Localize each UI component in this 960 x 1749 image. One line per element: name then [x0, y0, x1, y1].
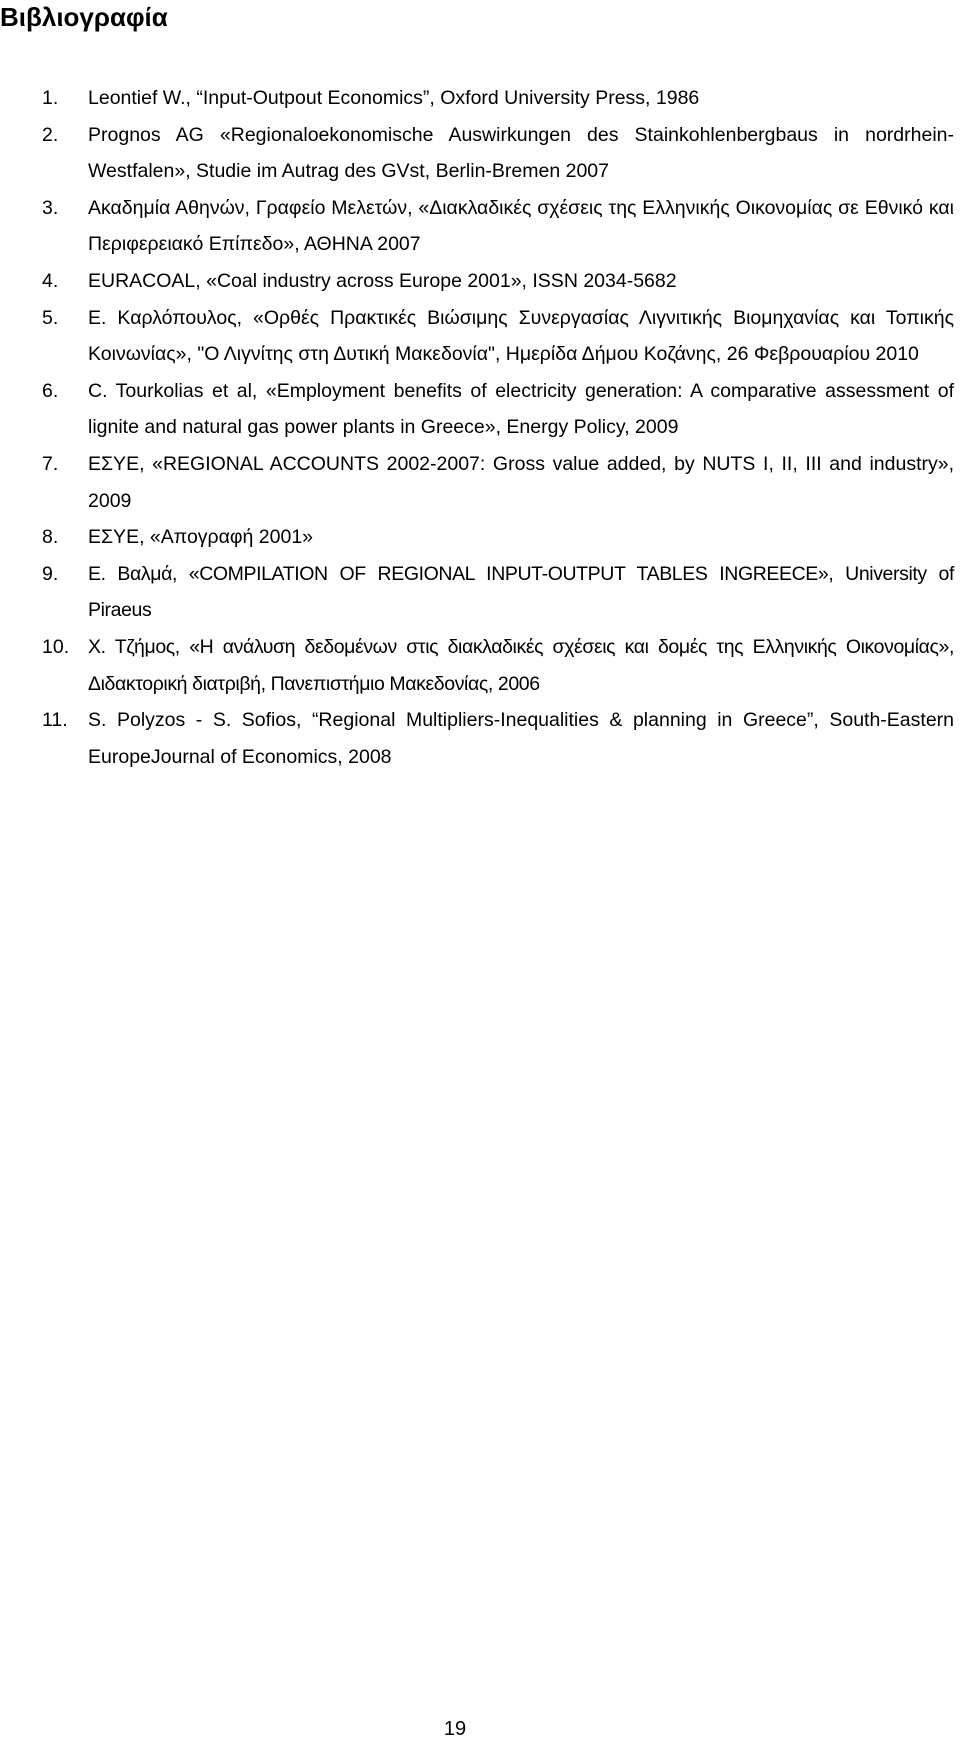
reference-item [0, 263, 954, 300]
reference-text: C. Tourkolias et al, «Employment benefits of electricity generation: A comparative assessment of lignite and natural gas power plants in Greece», Energy Policy, 2009 [88, 379, 954, 439]
reference-number: 7. [42, 452, 59, 475]
reference-text: Leontief W., “Input-Outpout Economics”, Oxford University Press, 1986 [88, 87, 700, 109]
reference-item [0, 629, 954, 702]
reference-item [0, 190, 954, 263]
reference-number: 8. [42, 526, 59, 549]
reference-item [0, 446, 954, 519]
reference-item [0, 373, 954, 446]
reference-text: Χ. Τζήμος, «Η ανάλυση δεδομένων στις διακλαδικές σχέσεις και δομές της Ελληνικής Οικονομίας», Διδακτορική διατριβή, Πανεπιστήμιο Μακεδονίας, 2006 [88, 635, 954, 695]
reference-number: 10. [42, 635, 70, 658]
reference-number: 3. [42, 196, 59, 219]
bibliography-list [0, 80, 954, 775]
reference-item [0, 519, 954, 556]
reference-text: Prognos AG «Regionaloekonomische Auswirkungen des Stainkohlenbergbaus in nordrhein-Westfalen», Studie im Autrag des GVst, Berlin-Bremen 2007 [88, 123, 954, 183]
reference-item [0, 556, 954, 629]
reference-text: ΕΣΥΕ, «REGIONAL ACCOUNTS 2002-2007: Gross value added, by NUTS I, II, III and industry», 2009 [88, 452, 954, 512]
reference-number: 11. [42, 709, 68, 732]
reference-number: 9. [42, 562, 59, 585]
reference-item [0, 702, 954, 775]
page-title: Βιβλιογραφία [0, 2, 168, 32]
reference-text: S. Polyzos - S. Sofios, “Regional Multipliers-Inequalities & planning in Greece”, South-Eastern EuropeJournal of Economics, 2008 [88, 709, 954, 768]
reference-text: Ε. Βαλμά, «COMPILATION OF REGIONAL INPUT-OUTPUT TABLES INGREECE», University of Piraeus [88, 562, 954, 622]
page-number: 19 [443, 1718, 467, 1740]
reference-number: 2. [42, 123, 59, 146]
reference-number: 6. [42, 379, 59, 402]
reference-text: Ακαδημία Αθηνών, Γραφείο Μελετών, «Διακλαδικές σχέσεις της Ελληνικής Οικονομίας σε Εθνικό και Περιφερειακό Επίπεδο», ΑΘΗΝΑ 2007 [88, 196, 954, 256]
reference-number: 4. [42, 269, 59, 292]
reference-item [0, 117, 954, 190]
reference-item [0, 80, 954, 117]
reference-number: 1. [42, 87, 59, 109]
reference-text: Ε. Καρλόπουλος, «Ορθές Πρακτικές Βιώσιμης Συνεργασίας Λιγνιτικής Βιομηχανίας και Τοπικής Κοινωνίας», "Ο Λιγνίτης στη Δυτική Μακεδονία", Ημερίδα Δήμου Κοζάνης, 26 Φεβρουαρίου 2010 [88, 306, 954, 366]
reference-item [0, 300, 954, 373]
reference-text: EURACOAL, «Coal industry across Europe 2001», ISSN 2034-5682 [88, 269, 677, 292]
reference-text: ΕΣΥΕ, «Απογραφή 2001» [88, 526, 314, 549]
reference-number: 5. [42, 306, 59, 329]
